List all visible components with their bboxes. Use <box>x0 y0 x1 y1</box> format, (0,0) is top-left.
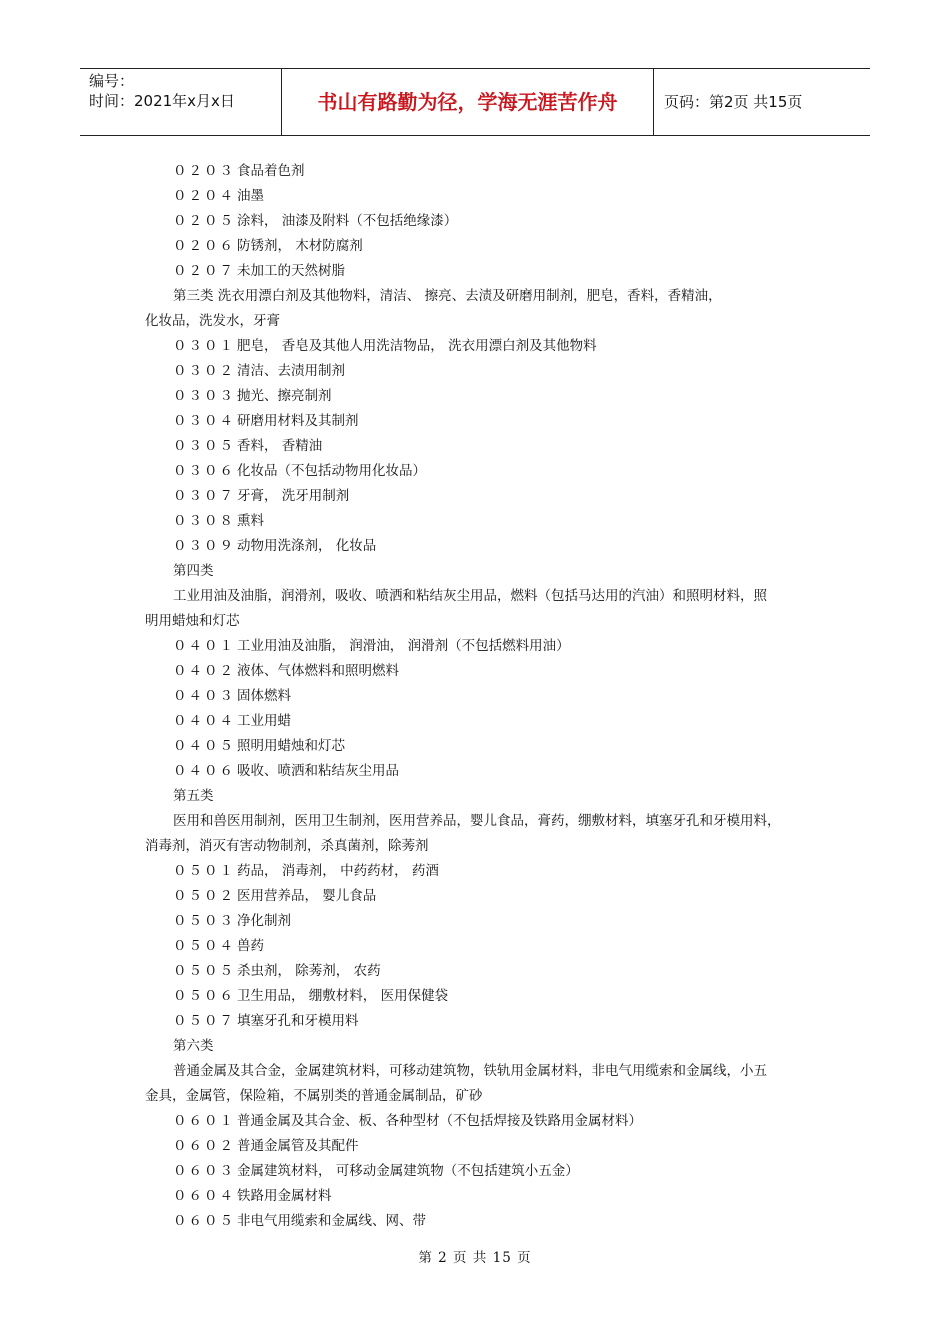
paragraph-text: 金具，金属管，保险箱，不属别类的普通金属制品，矿砂 <box>145 1088 483 1104</box>
category-code: ０３０２ <box>173 363 235 379</box>
category-item <box>0 209 950 234</box>
category-code: ０４０４ <box>173 713 235 729</box>
category-description: 工业用蜡 <box>237 713 291 729</box>
text-line <box>0 309 950 334</box>
category-item <box>0 1109 950 1134</box>
category-description: 铁路用金属材料 <box>237 1188 332 1204</box>
category-item <box>0 909 950 934</box>
category-description: 香料， 香精油 <box>237 438 323 454</box>
category-code: ０３０８ <box>173 513 235 529</box>
category-item <box>0 509 950 534</box>
category-code: ０５０２ <box>173 888 235 904</box>
category-description: 吸收、喷洒和粘结灰尘用品 <box>237 763 399 779</box>
category-description: 动物用洗涤剂， 化妆品 <box>237 538 377 554</box>
text-line <box>0 609 950 634</box>
category-description: 金属建筑材料， 可移动金属建筑物（不包括建筑小五金） <box>237 1163 579 1179</box>
category-code: ０３０１ <box>173 338 235 354</box>
category-code: ０５０５ <box>173 963 235 979</box>
category-item <box>0 534 950 559</box>
category-description: 牙膏， 洗牙用制剂 <box>237 488 350 504</box>
category-item <box>0 184 950 209</box>
category-description: 填塞牙孔和牙模用料 <box>237 1013 359 1029</box>
document-time-label: 时间：2021年x月x日 <box>89 92 235 110</box>
category-item <box>0 959 950 984</box>
category-item <box>0 359 950 384</box>
category-description: 净化制剂 <box>237 913 291 929</box>
category-code: ０２０４ <box>173 188 235 204</box>
text-line <box>0 1059 950 1084</box>
category-description: 油墨 <box>237 188 264 204</box>
page-header <box>80 68 870 136</box>
category-code: ０５０３ <box>173 913 235 929</box>
category-item <box>0 1159 950 1184</box>
category-code: ０２０６ <box>173 238 235 254</box>
paragraph-text: 第三类 洗衣用漂白剂及其他物料，清洁、 擦亮、去渍及研磨用制剂，肥皂，香料，香精油， <box>173 288 722 304</box>
paragraph-text: 第六类 <box>173 1038 214 1054</box>
category-description: 熏料 <box>237 513 264 529</box>
text-line <box>0 784 950 809</box>
category-description: 防锈剂， 木材防腐剂 <box>237 238 363 254</box>
category-description: 普通金属管及其配件 <box>237 1138 359 1154</box>
category-code: ０２０３ <box>173 163 235 179</box>
category-description: 涂料， 油漆及附料（不包括绝缘漆） <box>237 213 458 229</box>
header-motto: 书山有路勤为径，学海无涯苦作舟 <box>282 69 654 135</box>
category-code: ０５０１ <box>173 863 235 879</box>
category-code: ０３０４ <box>173 413 235 429</box>
category-item <box>0 734 950 759</box>
category-code: ０４０６ <box>173 763 235 779</box>
category-description: 肥皂， 香皂及其他人用洗洁物品， 洗衣用漂白剂及其他物料 <box>237 338 597 354</box>
category-item <box>0 759 950 784</box>
category-description: 兽药 <box>237 938 264 954</box>
paragraph-text: 工业用油及油脂，润滑剂，吸收、喷洒和粘结灰尘用品，燃料（包括马达用的汽油）和照明材料，照 <box>173 588 767 604</box>
category-description: 医用营养品， 婴儿食品 <box>237 888 377 904</box>
category-code: ０４０２ <box>173 663 235 679</box>
category-description: 食品着色剂 <box>237 163 305 179</box>
text-line <box>0 559 950 584</box>
header-page-info: 页码：第2页 共15页 <box>664 93 803 111</box>
category-description: 普通金属及其合金、板、各种型材（不包括焊接及铁路用金属材料） <box>237 1113 642 1129</box>
category-item <box>0 459 950 484</box>
text-line <box>0 284 950 309</box>
category-description: 未加工的天然树脂 <box>237 263 345 279</box>
category-description: 化妆品（不包括动物用化妆品） <box>237 463 426 479</box>
category-code: ０５０７ <box>173 1013 235 1029</box>
text-line <box>0 809 950 834</box>
category-code: ０５０４ <box>173 938 235 954</box>
category-item <box>0 684 950 709</box>
category-item <box>0 1009 950 1034</box>
category-description: 固体燃料 <box>237 688 291 704</box>
category-item <box>0 434 950 459</box>
paragraph-text: 医用和兽医用制剂，医用卫生制剂，医用营养品，婴儿食品，膏药，绷敷材料，填塞牙孔和牙模用料， <box>173 813 781 829</box>
page-footer: 第 2 页 共 15 页 <box>418 1250 532 1266</box>
category-code: ０６０４ <box>173 1188 235 1204</box>
category-description: 液体、气体燃料和照明燃料 <box>237 663 399 679</box>
header-meta <box>80 69 282 135</box>
category-description: 非电气用缆索和金属线、网、带 <box>237 1213 426 1229</box>
paragraph-text: 第五类 <box>173 788 214 804</box>
category-code: ０３０９ <box>173 538 235 554</box>
category-item <box>0 259 950 284</box>
category-item <box>0 709 950 734</box>
text-line <box>0 1034 950 1059</box>
category-code: ０３０３ <box>173 388 235 404</box>
category-code: ０４０１ <box>173 638 235 654</box>
category-code: ０４０３ <box>173 688 235 704</box>
paragraph-text: 第四类 <box>173 563 214 579</box>
category-item <box>0 1184 950 1209</box>
text-line <box>0 1084 950 1109</box>
category-code: ０２０５ <box>173 213 235 229</box>
text-line <box>0 834 950 859</box>
category-item <box>0 884 950 909</box>
category-code: ０３０７ <box>173 488 235 504</box>
category-item <box>0 659 950 684</box>
paragraph-text: 化妆品，洗发水，牙膏 <box>145 313 280 329</box>
category-code: ０６０１ <box>173 1113 235 1129</box>
category-item <box>0 934 950 959</box>
category-description: 照明用蜡烛和灯芯 <box>237 738 345 754</box>
paragraph-text: 明用蜡烛和灯芯 <box>145 613 240 629</box>
category-item <box>0 859 950 884</box>
document-body <box>0 159 950 1234</box>
category-code: ０５０６ <box>173 988 235 1004</box>
category-code: ０４０５ <box>173 738 235 754</box>
category-code: ０３０５ <box>173 438 235 454</box>
paragraph-text: 消毒剂，消灭有害动物制剂，杀真菌剂，除莠剂 <box>145 838 429 854</box>
category-description: 杀虫剂， 除莠剂， 农药 <box>237 963 381 979</box>
category-code: ０６０２ <box>173 1138 235 1154</box>
category-code: ０６０３ <box>173 1163 235 1179</box>
category-description: 药品， 消毒剂， 中药药材， 药酒 <box>237 863 439 879</box>
paragraph-text: 普通金属及其合金，金属建筑材料，可移动建筑物，铁轨用金属材料，非电气用缆索和金属线，小五 <box>173 1063 767 1079</box>
category-code: ０６０５ <box>173 1213 235 1229</box>
category-item <box>0 484 950 509</box>
category-description: 卫生用品， 绷敷材料， 医用保健袋 <box>237 988 449 1004</box>
category-item <box>0 409 950 434</box>
category-description: 清洁、去渍用制剂 <box>237 363 345 379</box>
category-description: 抛光、擦亮制剂 <box>237 388 332 404</box>
category-item <box>0 334 950 359</box>
category-code: ０３０６ <box>173 463 235 479</box>
category-item <box>0 1209 950 1234</box>
category-item <box>0 234 950 259</box>
document-number-label: 编号： <box>89 72 135 90</box>
category-code: ０２０７ <box>173 263 235 279</box>
category-description: 工业用油及油脂， 润滑油， 润滑剂（不包括燃料用油） <box>237 638 570 654</box>
category-item <box>0 984 950 1009</box>
text-line <box>0 584 950 609</box>
category-item <box>0 634 950 659</box>
category-item <box>0 159 950 184</box>
category-item <box>0 384 950 409</box>
category-description: 研磨用材料及其制剂 <box>237 413 359 429</box>
category-item <box>0 1134 950 1159</box>
